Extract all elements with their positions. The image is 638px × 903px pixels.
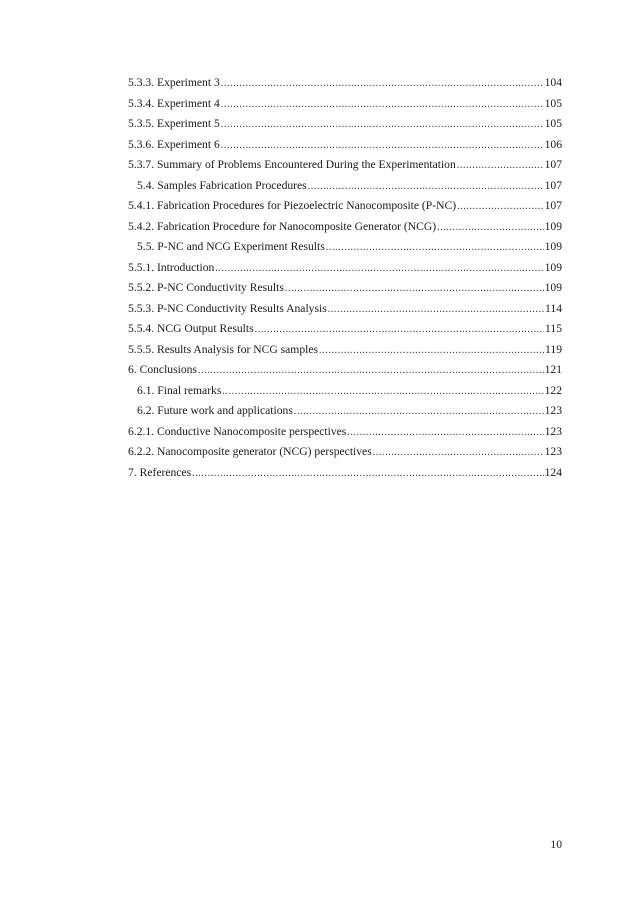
toc-entry-page: 121 xyxy=(544,363,562,376)
toc-entry-title: 6.1. Final remarks xyxy=(137,383,222,397)
toc-entry-title: 5.5.4. NCG Output Results xyxy=(128,322,254,335)
toc-entry-6-2-1[interactable] xyxy=(128,422,562,443)
toc-entry-title: 5.3.7. Summary of Problems Encountered During the Experimentation xyxy=(128,158,456,171)
toc-entry-title: 6. Conclusions xyxy=(128,363,197,376)
dot-leader xyxy=(457,197,544,218)
toc-entry-title: 5.3.4. Experiment 4 xyxy=(128,96,220,110)
toc-entry-5-5-3[interactable] xyxy=(128,299,562,320)
dot-leader xyxy=(222,382,543,403)
toc-entry-5-4-2[interactable] xyxy=(128,217,562,238)
page-number: 10 xyxy=(550,838,562,851)
toc-entry-5-4-1[interactable] xyxy=(128,196,562,217)
toc-entry-title: 5.4.2. Fabrication Procedure for Nanocomposite Generator (NCG) xyxy=(128,219,437,233)
toc-entry-title: 5.5.2. P-NC Conductivity Results xyxy=(128,281,284,294)
dot-leader xyxy=(285,279,544,300)
toc-entry-page: 104 xyxy=(544,76,562,89)
toc-entry-5-3-7[interactable] xyxy=(128,155,562,176)
toc-entry-5-5-2[interactable] xyxy=(128,278,562,299)
toc-entry-title: 6.2.2. Nanocomposite generator (NCG) perspectives xyxy=(128,445,372,458)
toc-entry-page: 107 xyxy=(544,199,562,212)
dot-leader xyxy=(319,341,544,362)
toc-entry-5-3-6[interactable] xyxy=(128,135,562,156)
toc-entry-5-5-1[interactable] xyxy=(128,258,562,279)
toc-entry-title: 5.5.5. Results Analysis for NCG samples xyxy=(128,342,319,356)
toc-entry-page: 109 xyxy=(544,281,562,294)
toc-entry-6-2[interactable] xyxy=(128,401,562,422)
toc-entry-page: 119 xyxy=(545,342,562,356)
toc-entry-title: 6.2. Future work and applications xyxy=(137,404,293,417)
toc-entry-6-1[interactable] xyxy=(128,381,562,402)
toc-entry-5-3-5[interactable] xyxy=(128,114,562,135)
dot-leader xyxy=(221,115,544,136)
toc-entry-title: 5.3.6. Experiment 6 xyxy=(128,137,220,151)
toc-entry-page: 123 xyxy=(544,424,562,438)
dot-leader xyxy=(192,464,544,485)
dot-leader xyxy=(457,156,544,177)
dot-leader xyxy=(308,177,544,198)
toc-entry-page: 107 xyxy=(544,158,562,171)
dot-leader xyxy=(221,74,544,95)
dot-leader xyxy=(221,136,544,157)
toc-entry-page: 109 xyxy=(544,240,562,253)
dot-leader xyxy=(326,238,544,259)
toc-entry-title: 6.2.1. Conductive Nanocomposite perspectives xyxy=(128,424,347,438)
toc-entry-title: 5.5. P-NC and NCG Experiment Results xyxy=(137,240,325,253)
toc-entry-5-5[interactable] xyxy=(128,237,562,258)
toc-entry-title: 5.3.5. Experiment 5 xyxy=(128,117,220,130)
toc-entry-5-5-5[interactable] xyxy=(128,340,562,361)
dot-leader xyxy=(221,95,544,116)
toc-entry-title: 5.4.1. Fabrication Procedures for Piezoelectric Nanocomposite (P-NC) xyxy=(128,199,457,212)
toc-entry-page: 122 xyxy=(544,383,562,397)
dot-leader xyxy=(437,218,544,239)
toc-entry-page: 123 xyxy=(544,445,562,458)
toc-entry-7[interactable] xyxy=(128,463,562,484)
toc-entry-page: 106 xyxy=(544,137,562,151)
dot-leader xyxy=(198,361,544,382)
toc-entry-page: 109 xyxy=(544,219,562,233)
dot-leader xyxy=(215,259,543,280)
dot-leader xyxy=(294,402,544,423)
toc-entry-page: 124 xyxy=(544,465,562,479)
toc-entry-title: 5.4. Samples Fabrication Procedures xyxy=(137,178,307,192)
toc-entry-5-3-3[interactable] xyxy=(128,73,562,94)
toc-entry-5-4[interactable] xyxy=(128,176,562,197)
dot-leader xyxy=(328,300,544,321)
toc-entry-page: 109 xyxy=(544,260,562,274)
toc-entry-6-2-2[interactable] xyxy=(128,442,562,463)
toc-entry-title: 5.5.1. Introduction xyxy=(128,260,215,274)
dot-leader xyxy=(373,443,544,464)
toc-entry-5-3-4[interactable] xyxy=(128,94,562,115)
toc-entry-title: 7. References xyxy=(128,465,192,479)
table-of-contents xyxy=(128,73,562,483)
toc-entry-5-5-4[interactable] xyxy=(128,319,562,340)
toc-entry-page: 105 xyxy=(544,117,562,130)
toc-entry-page: 115 xyxy=(545,322,562,335)
dot-leader xyxy=(255,320,544,341)
toc-entry-title: 5.3.3. Experiment 3 xyxy=(128,76,220,89)
toc-entry-title: 5.5.3. P-NC Conductivity Results Analysis xyxy=(128,301,327,315)
toc-entry-page: 114 xyxy=(545,301,562,315)
toc-entry-page: 123 xyxy=(544,404,562,417)
toc-entry-page: 107 xyxy=(544,178,562,192)
dot-leader xyxy=(347,423,543,444)
toc-entry-6[interactable] xyxy=(128,360,562,381)
toc-entry-page: 105 xyxy=(544,96,562,110)
